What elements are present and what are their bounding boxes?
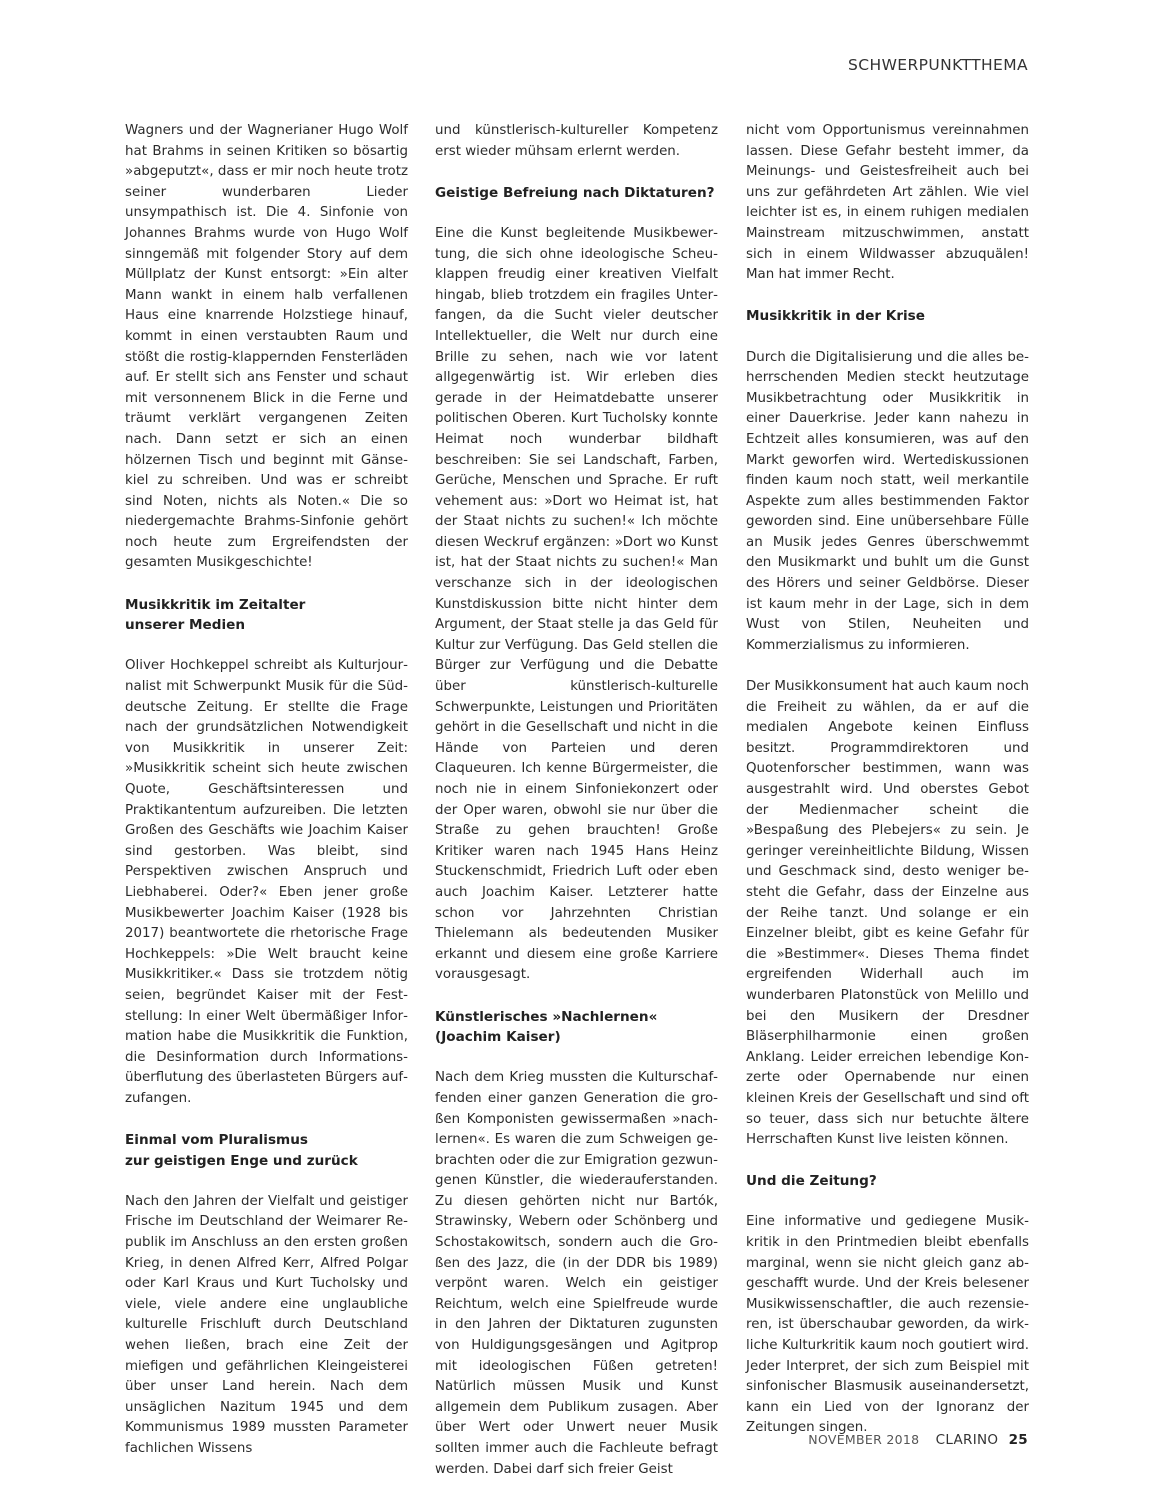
- page-footer: [808, 1432, 1028, 1448]
- article-column-3: [746, 121, 1029, 1460]
- paragraph: Oliver Hochkeppel schreibt als Kulturjournalist mit Schwerpunkt Musik für die Süddeutsche Zeitung. Er stellte die Frage nach der grundsätzlichen Notwendigkeit von Musikkritik in unserer Zeit: »Musikkritik scheint sich heute zwischen Quote, Geschäftsinteressen und Praktikantentum aufzureiben. Die letzten Großen des Geschäfts wie Joachim Kaiser sind gestorben. Was bleibt, sind Perspektiven zwischen Anspruch und Liebhaberei. Oder?« Eben jener große Musikbewerter Joachim Kaiser (1928 bis 2017) beantwortete die rhetorische Frage Hochkeppels: »Die Welt braucht keine Musikkritiker.« Dass sie trotzdem nötig seien, begründet Kaiser mit der Feststellung: In einer Welt übermäßiger Information habe die Musikkritik die Funktion, die Desinformation durch Informationsüberflutung des überlasteten Bürgers aufzufangen.: [125, 658, 408, 1106]
- paragraph: und künstlerisch-kultureller Kompetenz erst wieder mühsam erlernt werden.: [435, 123, 718, 159]
- subheading: Musikkritik im Zeitalter unserer Medien: [125, 596, 306, 634]
- subheading: Musikkritik in der Krise: [746, 308, 925, 325]
- paragraph: Durch die Digitalisierung und die alles beherrschenden Medien steckt heutzutage Musikbetrachtung oder Musikkritik in einer Dauerkrise. Jeder kann nahezu in Echtzeit alles konsumieren, was auf den Markt geworfen wird. Wertediskussionen finden kaum noch statt, weil merkantile Aspekte zum alles bestimmenden Faktor geworden sind. Eine unübersehbare Fülle an Musik jedes Genres überschwemmt den Musikmarkt und buhlt um die Gunst des Hörers und seiner Geldbörse. Dieser ist kaum mehr in der Lage, sich in dem Wust von Stilen, Neuheiten und Kommerzialismus zu informieren.: [746, 349, 1029, 653]
- paragraph: Der Musikkonsument hat auch kaum noch die Freiheit zu wählen, da er auf die medialen Angebote keinen Einfluss besitzt. Programmdirektoren und Quotenforscher bestimmen, wann was ausgestrahlt wird. Und oberstes Gebot der Medienmacher scheint die »Bespaßung des Plebejers« zu sein. Je geringer vereinheitlichte Bildung, Wissen und Geschmack sind, desto weniger besteht die Gefahr, dass der Einzelne aus der Reihe tanzt. Und solange er ein Einzelner bleibt, gibt es keine Gefahr für die »Bestimmer«. Dieses Thema findet ergreifenden Widerhall auch im wunderbaren Platonstück von Melillo und bei den Musikern der Dresdner Bläserphilharmonie einen großen Anklang. Leider erreichen lebendige Konzerte oder Opernabende nur einen kleinen Kreis der Gesellschaft und sind oft so teuer, dass sich nur betuchte ältere Herrschaften Kunst live leisten können.: [746, 679, 1029, 1148]
- subheading: Geistige Befreiung nach Diktaturen?: [435, 184, 715, 201]
- paragraph: Nach den Jahren der Vielfalt und geistiger Frische im Deutschland der Weimarer Republik im Anschluss an den ersten großen Krieg, in denen Alfred Kerr, Alfred Polgar oder Karl Kraus und Kurt Tucholsky und viele, viele andere eine unglaubliche kulturelle Frischluft durch Deutschland wehen ließen, brach eine Zeit der miefigen und gefährlichen Kleingeisterei über unser Land herein. Nach dem unsäglichen Nazitum 1945 und dem Kommunismus 1989 mussten Parameter fachlichen Wissens: [125, 1193, 408, 1456]
- magazine-name: CLARINO: [935, 1432, 999, 1448]
- subheading: Künstlerisches »Nachlernen« (Joachim Kaiser): [435, 1008, 658, 1046]
- paragraph: Wagners und der Wagnerianer Hugo Wolf hat Brahms in seinen Kritiken so bösartig »abgeputzt«, dass er mir noch heute trotz seiner wunderbaren Lieder unsympathisch ist. Die 4. Sinfonie von Johannes Brahms wurde von Hugo Wolf sinngemäß mit folgender Story auf dem Müllplatz der Kunst entsorgt: »Ein alter Mann wankt in einem halb verfallenen Haus eine knarrende Holzstiege hinauf, kommt in einen verstaubten Raum und stößt die rostig-klappernden Fensterläden auf. Er stellt sich ans Fenster und schaut mit versonnenem Blick in die Ferne und träumt verklärt vergangenen Zeiten nach. Dann setzt er sich an einen hölzernen Tisch und beginnt mit Gänsekiel zu schreiben. Und was er schreibt sind Noten, nichts als Noten.« Die so niedergemachte Brahms-Sinfonie gehört noch heute zum Ergreifendsten der gesamten Musikgeschichte!: [125, 123, 408, 571]
- paragraph: Nach dem Krieg mussten die Kulturschaffenden einer ganzen Generation die großen Komponisten gewissermaßen »nachlernen«. Es waren die zum Schweigen gebrachten oder die zur Emigration gezwungenen Künstler, die wiederauferstanden. Zu diesen gehörten nicht nur Bartók, Strawinsky, Webern oder Schönberg und Schostakowitsch, sondern auch die Großen des Jazz, die (in der DDR bis 1989) verpönt waren. Welch ein geistiger Reichtum, welch eine Spielfreude wurde in den Jahren der Diktaturen zugunsten von Huldigungsgesängen und Agitprop mit ideologischen Füßen getreten! Natürlich müssen Musik und Kunst allgemein dem Publikum zusagen. Aber über Wert oder Unwert neuer Musik sollten immer auch die Fachleute befragt werden. Dabei darf sich freier Geist: [435, 1070, 718, 1477]
- section-label: SCHWERPUNKTTHEMA: [848, 56, 1028, 74]
- article-column-1: [125, 121, 408, 1480]
- subheading: Einmal vom Pluralismus zur geistigen Enge und zurück: [125, 1132, 358, 1169]
- paragraph: Eine die Kunst begleitende Musikbewertung, die sich ohne ideologische Scheuklappen freudig einer kreativen Vielfalt hingab, blieb trotzdem ein fragiles Unterfangen, da die Sucht vieler deutscher Intellektueller, die Welt nur durch eine Brille zu sehen, nach wie vor latent allgegenwärtig ist. Wir erleben dies gerade in der Heimatdebatte unserer politischen Oberen. Kurt Tucholsky konnte Heimat noch wunderbar bildhaft beschreiben: Sie sei Landschaft, Farben, Gerüche, Menschen und Sprache. Er ruft vehement aus: »Dort wo Heimat ist, hat der Staat nichts zu suchen!« Ich möchte diesen Weckruf ergänzen: »Dort wo Kunst ist, hat der Staat nichts zu suchen!« Man verschanze sich in der ideologischen Kunstdiskussion bitte nicht hinter dem Argument, der Staat stelle ja das Geld für Kultur zur Verfügung. Das Geld stellen die Bürger zur Verfügung und die Debatte über künstlerisch-kulturelle Schwerpunkte, Leistungen und Prioritäten gehört in die Gesellschaft und nicht in die Hände von Parteien und deren Claqueuren. Ich kenne Bürgermeister, die noch nie in einem Sinfoniekonzert oder der Oper waren, obwohl sie nur über die Straße zu gehen brauchten! Große Kritiker waren nach 1945 Hans Heinz Stuckenschmidt, Friedrich Luft oder eben auch Joachim Kaiser. Letzterer hatte schon vor Jahrzehnten Christian Thielemann als bedeutenden Musiker erkannt und diesem eine große Karriere vorausgesagt.: [435, 225, 718, 983]
- article-column-2: [435, 121, 718, 1501]
- paragraph: Eine informative und gediegene Musikkritik in den Printmedien bleibt ebenfalls marginal, wenn sie nicht gleich ganz abgeschafft wurde. Und der Kreis belesener Musikwissenschaftler, die auch rezensieren, ist überschaubar geworden, da wirkliche Kulturkritik kaum noch goutiert wird. Jeder Interpret, der sich zum Beispiel mit sinfonischer Blasmusik auseinandersetzt, kann ein Lied von der Ignoranz der Zeitungen singen.: [746, 1214, 1029, 1436]
- page-number: 25: [1008, 1432, 1028, 1448]
- subheading: Und die Zeitung?: [746, 1173, 877, 1190]
- issue-date: NOVEMBER 2018: [808, 1432, 920, 1447]
- paragraph: nicht vom Opportunismus vereinnahmen lassen. Diese Gefahr besteht immer, da Meinungs- und Geistesfreiheit auch bei uns zur gefährdeten Art zählen. Wie viel leichter ist es, in einem ruhigen medialen Mainstream mitzuschwimmen, anstatt sich in einem Wildwasser abzuquälen! Man hat immer Recht.: [746, 123, 1029, 283]
